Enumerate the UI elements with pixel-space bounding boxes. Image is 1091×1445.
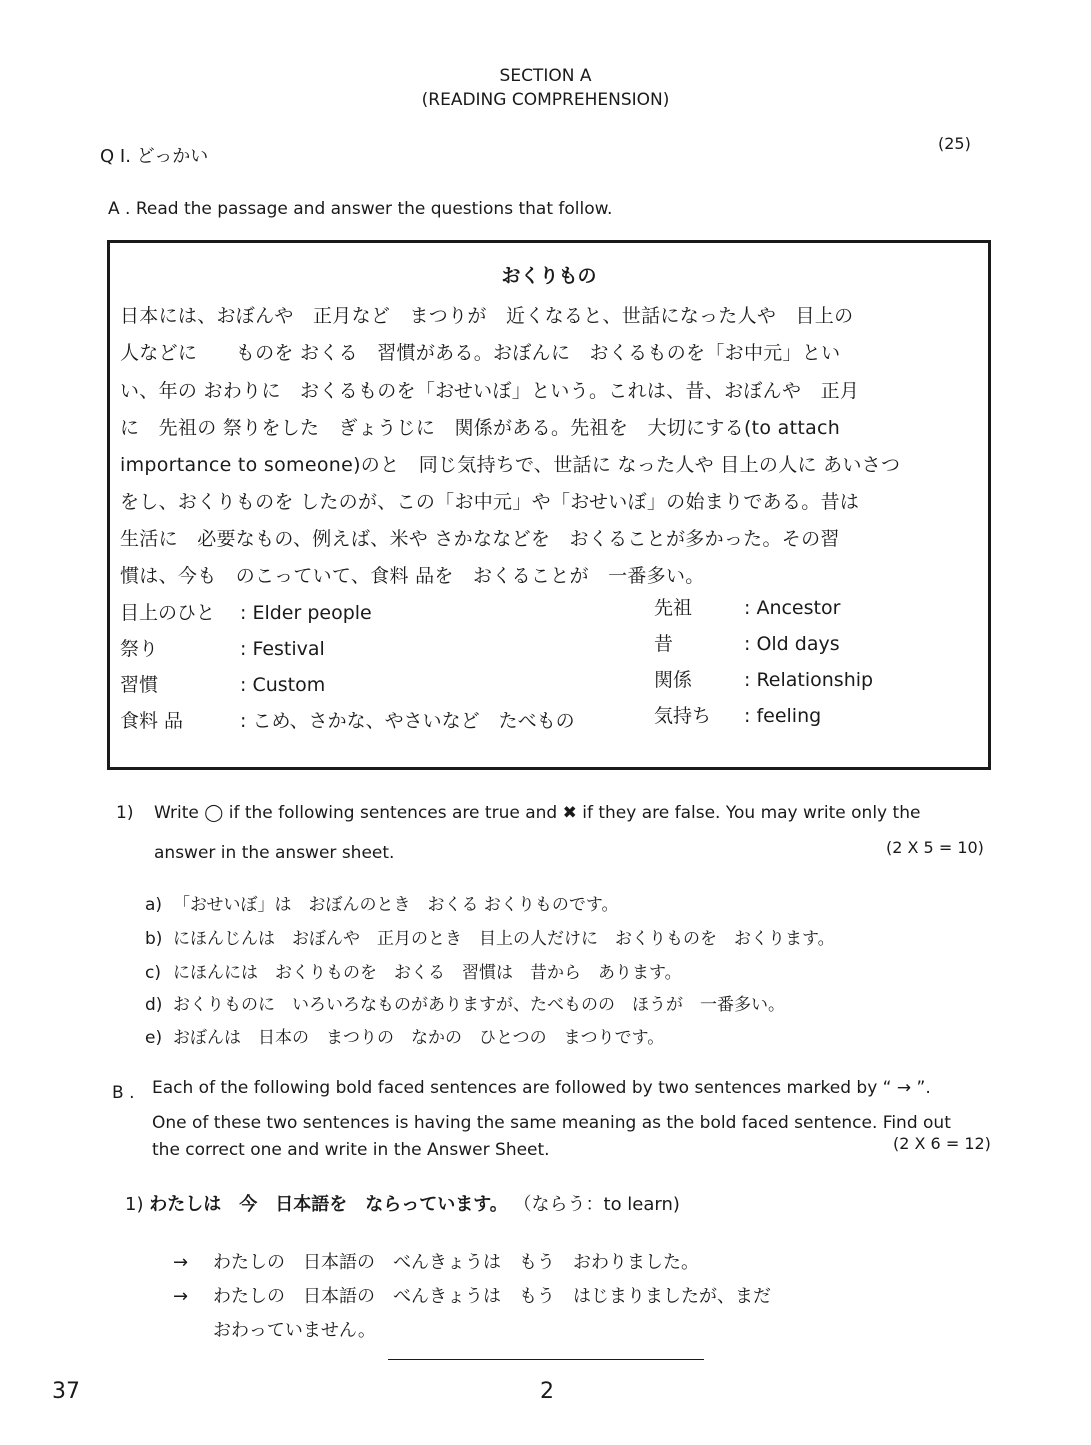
statement-label: d) bbox=[145, 995, 163, 1015]
statement-item bbox=[145, 958, 682, 983]
statement-item bbox=[145, 1023, 664, 1048]
q1-number: 1) bbox=[116, 803, 134, 823]
q1-instruction-line2: answer in the answer sheet. bbox=[154, 843, 395, 863]
part-b-label: B . bbox=[112, 1083, 135, 1103]
footer-rule bbox=[388, 1359, 704, 1360]
passage-line: をし、おくりものを したのが、この「お中元」や「おせいぼ」の始まりである。昔は bbox=[120, 491, 860, 513]
passage-line: に 先祖の 祭りをした ぎょうじに 関係がある。先祖を 大切にする(to attach bbox=[120, 417, 841, 439]
q1-text-part2: if they are false. You may write only the bbox=[576, 803, 921, 823]
glossary-term: 昔 bbox=[654, 633, 674, 655]
option-text: わたしの 日本語の べんきょうは もう おわりました。 bbox=[213, 1252, 699, 1273]
statement-item bbox=[145, 890, 619, 915]
statement-label: e) bbox=[145, 1028, 163, 1048]
question-label: Q I. どっかい bbox=[100, 146, 209, 167]
statement-text: おくりものに いろいろなものがありますが、たべものの ほうが 一番多い。 bbox=[173, 995, 785, 1015]
glossary-item bbox=[120, 706, 575, 733]
part-b-line1: Each of the following bold faced sentences are followed by two sentences marked by “ → ”. bbox=[152, 1078, 931, 1098]
option-line bbox=[173, 1282, 771, 1308]
statement-text: にほんには おくりものを おくる 習慣は 昔から あります。 bbox=[173, 963, 682, 983]
passage-box bbox=[107, 240, 991, 770]
bold-sentence: わたしは 今 日本語を ならっています。 bbox=[149, 1194, 508, 1215]
part-a-instruction: A . Read the passage and answer the questions that follow. bbox=[108, 199, 613, 219]
vocab-note: （ならう：to learn) bbox=[513, 1194, 680, 1215]
passage-line: い、年の おわりに おくるものを「おせいぼ」という。これは、昔、おぼんや 正月 bbox=[120, 380, 860, 402]
glossary-meaning: : Custom bbox=[240, 674, 326, 696]
passage-line: importance to someone)のと 同じ気持ちで、世話に なった人や 目上の人に あいさつ bbox=[120, 454, 901, 476]
statement-text: おぼんは 日本の まつりの なかの ひとつの まつりです。 bbox=[173, 1028, 665, 1048]
option-continuation: おわっていません。 bbox=[213, 1320, 376, 1341]
question-marks: (25) bbox=[938, 134, 971, 153]
glossary-meaning: : Old days bbox=[744, 633, 840, 655]
arrow-icon: → bbox=[173, 1286, 189, 1307]
glossary-meaning: : feeling bbox=[744, 705, 822, 727]
glossary-term: 祭り bbox=[120, 638, 159, 660]
section-subtitle: (READING COMPREHENSION) bbox=[421, 90, 670, 110]
statement-label: c) bbox=[145, 963, 161, 983]
glossary-item bbox=[120, 634, 325, 661]
part-b-line3: the correct one and write in the Answer Sheet. bbox=[152, 1140, 550, 1160]
glossary-term: 関係 bbox=[654, 669, 693, 691]
glossary-item bbox=[654, 701, 821, 728]
part-b-line2: One of these two sentences is having the same meaning as the bold faced sentence. Find out bbox=[152, 1113, 951, 1133]
glossary-item bbox=[654, 629, 840, 656]
passage-line: 慣は、今も のこっていて、食料 品を おくることが 一番多い。 bbox=[120, 565, 705, 587]
glossary-meaning: : Elder people bbox=[240, 602, 372, 624]
statement-label: b) bbox=[145, 929, 163, 949]
statement-label: a) bbox=[145, 895, 163, 915]
glossary-term: 先祖 bbox=[654, 597, 693, 619]
statement-item bbox=[145, 990, 785, 1015]
passage-line: 生活に 必要なもの、例えば、米や さかななどを おくることが多かった。その習 bbox=[120, 528, 840, 550]
glossary-meaning: : こめ、さかな、やさいなど たべもの bbox=[240, 710, 575, 732]
q1-marks: (2 X 5 = 10) bbox=[886, 838, 984, 857]
glossary-meaning: : Relationship bbox=[744, 669, 874, 691]
glossary-item bbox=[654, 593, 840, 620]
glossary-term: 気持ち bbox=[654, 705, 712, 727]
passage-line: 日本には、おぼんや 正月など まつりが 近くなると、世話になった人や 目上の bbox=[120, 305, 854, 327]
q1-instruction bbox=[116, 803, 920, 823]
cross-icon: ✖ bbox=[562, 803, 577, 823]
glossary-term: 習慣 bbox=[120, 674, 159, 696]
example-sentence bbox=[125, 1190, 680, 1216]
item-number: 1) bbox=[125, 1194, 144, 1215]
glossary-item bbox=[120, 598, 372, 625]
arrow-icon: → bbox=[173, 1252, 189, 1273]
glossary-meaning: : Festival bbox=[240, 638, 325, 660]
section-heading: SECTION A bbox=[499, 66, 592, 86]
statement-text: にほんじんは おぼんや 正月のとき 目上の人だけに おくりものを おくります。 bbox=[173, 929, 835, 949]
option-line bbox=[173, 1248, 699, 1274]
glossary-term: 食料 品 bbox=[120, 710, 184, 732]
part-b-marks: (2 X 6 = 12) bbox=[893, 1134, 991, 1153]
glossary-term: 目上のひと bbox=[120, 602, 216, 624]
footer-code: 37 bbox=[52, 1379, 80, 1404]
glossary-item bbox=[654, 665, 873, 692]
q1-text-part1: Write ◯ if the following sentences are true and bbox=[154, 803, 563, 823]
page-number: 2 bbox=[540, 1379, 554, 1404]
statement-item bbox=[145, 924, 835, 949]
passage-title: おくりもの bbox=[501, 265, 597, 287]
passage-line: 人などに ものを おくる 習慣がある。おぼんに おくるものを「お中元」とい bbox=[120, 342, 841, 364]
glossary-item bbox=[120, 670, 325, 697]
statement-text: 「おせいぼ」は おぼんのとき おくる おくりものです。 bbox=[173, 895, 619, 915]
glossary-meaning: : Ancestor bbox=[744, 597, 841, 619]
option-text: わたしの 日本語の べんきょうは もう はじまりましたが、まだ bbox=[213, 1286, 771, 1307]
